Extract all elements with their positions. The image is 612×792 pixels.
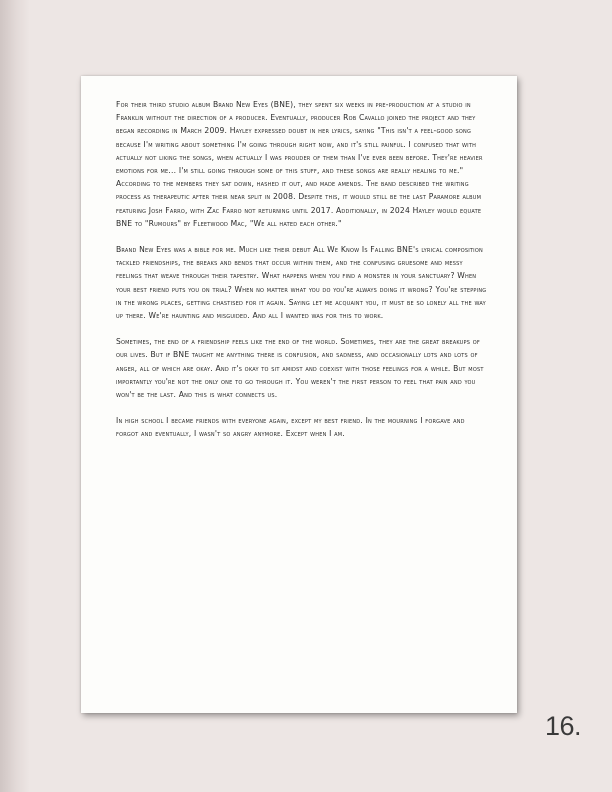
paragraph-bne-recording: For their third studio album Brand New Eyes (BNE), they spent six weeks in pre-production at a studio in Franklin without the direction of a producer. Eventually, producer Rob Cavallo joined the project and they began recording in March 2009. Hayley expressed doubt in her lyrics, saying "This isn't a feel-good song because I'm writing about something I'm going through right now, and it's still painful. I confused that with actually not liking the songs, when actually I was prouder of them than I've ever been before. They're heavier emotions for me... I'm still going through some of this stuff, and these songs are really healing to me." According to the members they sat down, hashed it out, and made amends. The band described the writing process as therapeutic after their near split in 2008. Despite this, it would still be the last Paramore album featuring Josh Farro, with Zac Farro not returning until 2017. Additionally, in 2024 Hayley would equate BNE to "Rumours" by Fleetwood Mac, "We all hated each other." (116, 100, 483, 228)
paragraph-high-school: In high school I became friends with everyone again, except my best friend. In the mourning I forgave and forgot and eventually, I wasn't so angry anymore. Except when I am. (116, 416, 465, 439)
paragraph-friendship-end: Sometimes, the end of a friendship feels like the end of the world. Sometimes, they are the great breakups of our lives. But if BNE taught me anything there is confusion, and sadness, and occasionally lots and lots of anger, all of which are okay. And it's okay to sit amidst and coexist with those feelings for a while. But most importantly you're not the only one to go through it. You weren't the first person to feel that pain and you won't be the last. And this is what connects us. (116, 337, 484, 400)
page-number: 16. (545, 711, 582, 741)
book-spine-shadow (0, 0, 30, 792)
paragraph-bne-bible: Brand New Eyes was a bible for me. Much like their debut All We Know Is Falling BNE's lyrical composition tackled friendships, the breaks and bends that occur within them, and the confusing gruesome and messy feelings that weave through their tapestry. What happens when you find a monster in your sanctuary? When your best friend puts you on trial? When no matter what you do you're always doing it wrong? You're stepping in the wrong places, getting chastised for it again. Saying let me acquaint you, it must be so lonely all the way up there. We're haunting and misguided. And all I wanted was for this to work. (116, 245, 487, 321)
page-sheet (81, 76, 517, 713)
